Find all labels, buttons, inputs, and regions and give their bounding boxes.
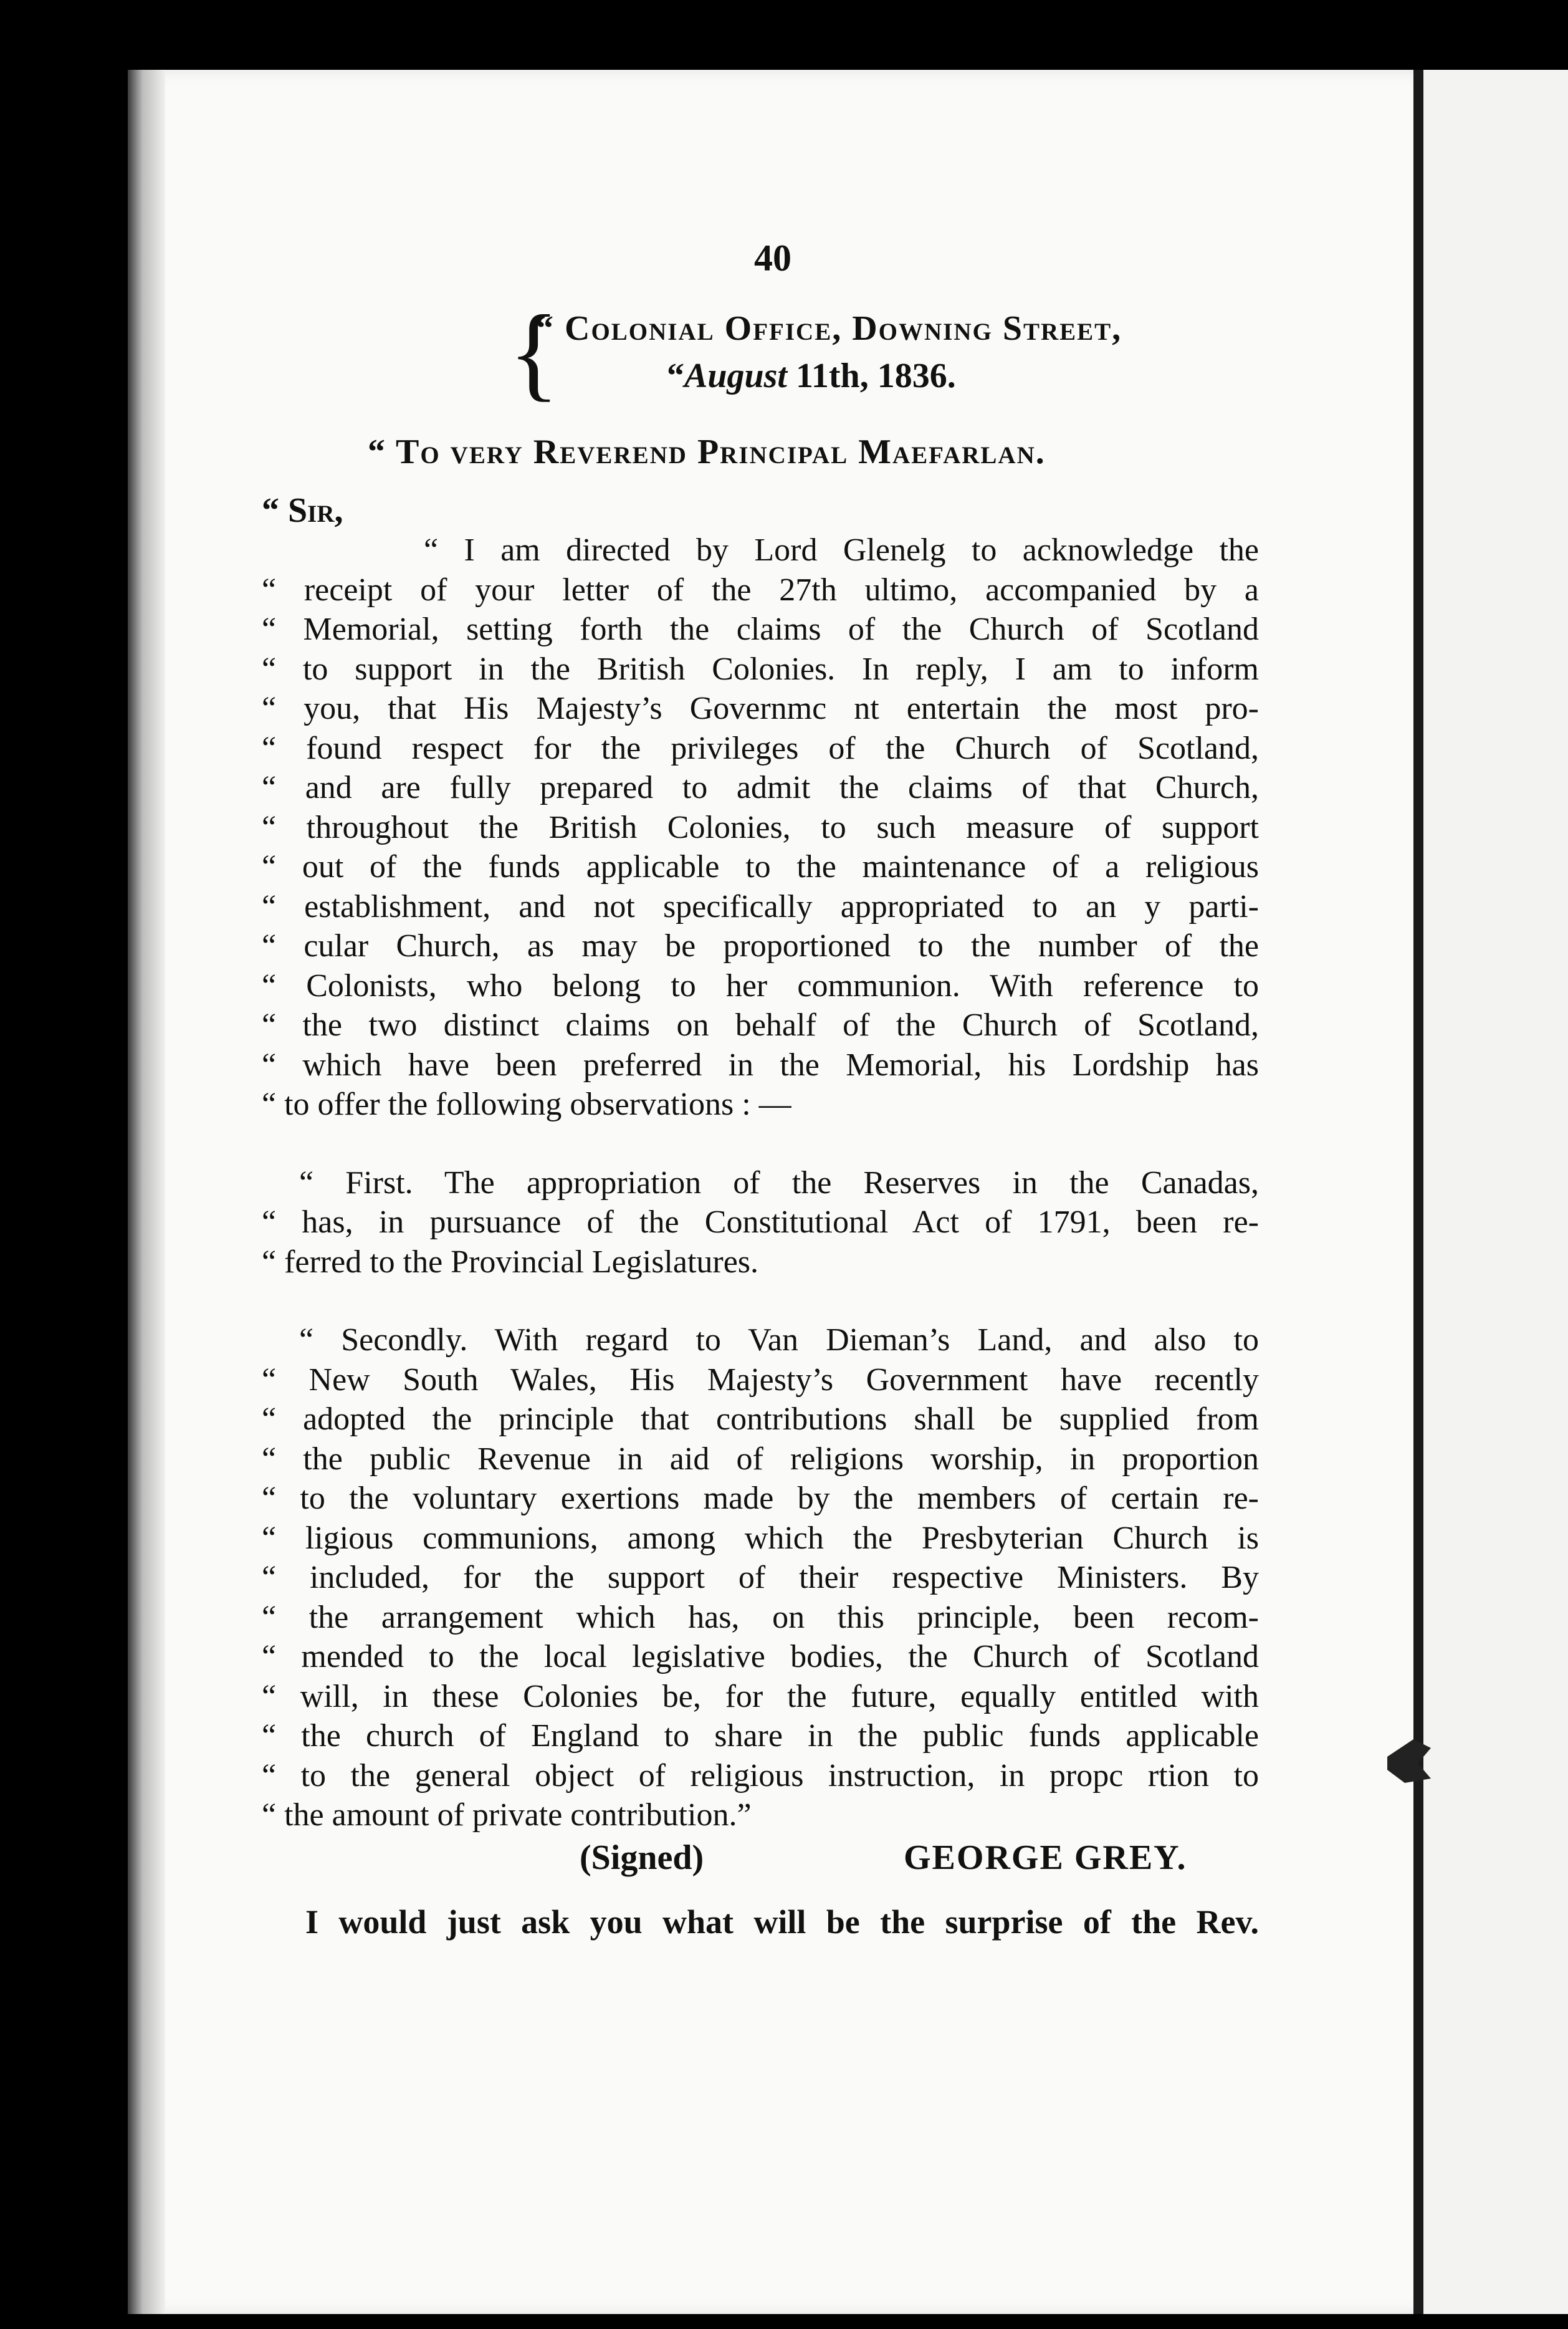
text-line: “ to the general object of religious instruction, in propc rtion to [262,1757,1259,1794]
text-line: “ you, that His Majesty’s Governmc nt entertain the most pro- [262,691,1259,726]
text-line: “ has, in pursuance of the Constitutional Act of 1791, been re- [262,1204,1259,1240]
paragraph-gap [262,1282,1259,1320]
signature-line [262,1838,1259,1883]
text-line: “ included, for the support of their respective Ministers. By [262,1560,1259,1595]
letter-dateline [509,294,1259,411]
brace-glyph: { [509,294,560,411]
text-line: “ establishment, and not specifically appropriated to an y parti- [262,888,1259,924]
second-point-paragraph [262,1320,1259,1835]
dateline-date-day: 11th, [796,357,869,395]
page-edge-rule [1413,70,1423,2314]
text-line: “ to offer the following observations : — [262,1087,791,1122]
signed-label: (Signed) [580,1838,704,1877]
signatory-name: GEORGE GREY. [904,1838,1187,1877]
text-line: “ New South Wales, His Majesty’s Government have recently [262,1361,1259,1398]
dateline-date-quote: “ [667,357,684,395]
text-line: “ First. The appropriation of the Reserves in the Canadas, [299,1164,1259,1201]
text-line: “ out of the funds applicable to the maintenance of a religious [262,849,1259,885]
text-line: “ the arrangement which has, on this principle, been recom- [262,1599,1259,1635]
text-line: “ and are fully prepared to admit the claims of that Church, [262,770,1259,805]
dateline-date [667,352,1259,400]
text-line: “ Colonists, who belong to her communion. With reference to [262,968,1259,1004]
dateline-date-month: August [684,357,787,395]
text-line: I would just ask you what will be the surprise of the Rev. [305,1903,1259,1941]
page-number: 40 [754,238,791,279]
text-line: “ will, in these Colonies be, for the future, equally entitled with [262,1678,1259,1714]
dateline-date-year: 1836. [877,357,956,395]
text-line: “ the public Revenue in aid of religions worship, in proportion [262,1441,1259,1477]
paragraph-gap [262,1125,1259,1163]
text-line: “ ferred to the Provincial Legislatures. [262,1244,759,1280]
page-gutter-shadow [128,70,165,2314]
letter-addressee: “ To very Reverend Principal Maefarlan. [368,433,1046,471]
text-line: “ receipt of your letter of the 27th ultimo, accompanied by a [262,572,1259,608]
closing-line [262,1903,1259,1941]
text-line: “ Memorial, setting forth the claims of the Church of Scotland [262,612,1259,647]
text-line: “ which have been preferred in the Memorial, his Lordship has [262,1047,1259,1083]
dateline-place: “ Colonial Office, Downing Street, [536,309,1122,348]
text-line: “ mended to the local legislative bodies, the Church of Scotland [262,1639,1259,1674]
text-line: “ Secondly. With regard to Van Dieman’s Land, and also to [299,1322,1259,1358]
first-point-paragraph [262,1163,1259,1282]
text-line: “ to support in the British Colonies. In reply, I am to inform [262,651,1259,687]
letter-body-paragraph [262,531,1259,1125]
text-line: “ cular Church, as may be proportioned to the number of the [262,928,1259,964]
text-line: “ ligious communions, among which the Presbyterian Church is [262,1520,1259,1556]
text-line: “ adopted the principle that contributions shall be supplied from [262,1401,1259,1437]
text-line: “ throughout the British Colonies, to such measure of support [262,809,1259,845]
text-line: “ the two distinct claims on behalf of the Church of Scotland, [262,1007,1259,1043]
text-line: “ the amount of private contribution.” [262,1797,752,1833]
facing-page-strip [1423,70,1568,2314]
text-line: “ I am directed by Lord Glenelg to acknowledge the [424,532,1259,568]
letter-salutation: “ Sir, [262,491,343,530]
page-text [262,237,1259,1941]
text-line: “ to the voluntary exertions made by the members of certain re- [262,1481,1259,1516]
text-line: “ found respect for the privileges of the Church of Scotland, [262,730,1259,766]
text-line: “ the church of England to share in the public funds applicable [262,1718,1259,1754]
